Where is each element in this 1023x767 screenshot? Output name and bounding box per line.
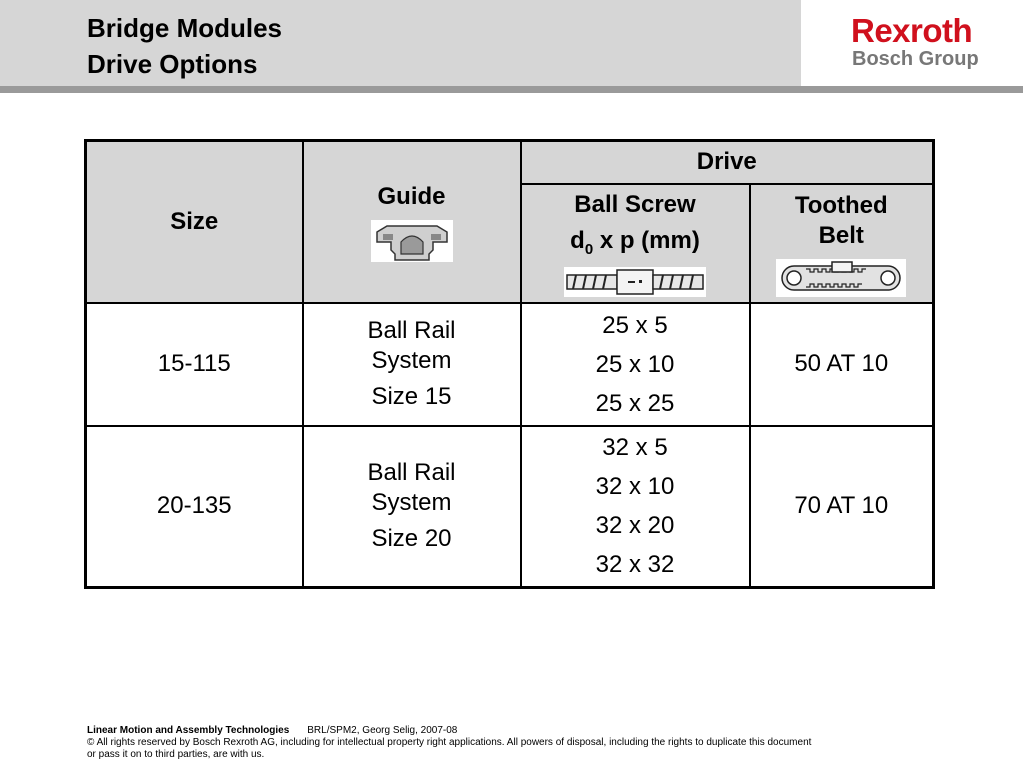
guide-line-1: Ball Rail (367, 317, 456, 345)
table-row (86, 426, 934, 588)
screw-value: 25 x 5 (602, 311, 668, 339)
header-guide (303, 141, 521, 304)
page-title (87, 10, 282, 82)
header-belt-line-1: Toothed (794, 191, 888, 219)
logo-group: Bosch Group (852, 48, 979, 70)
title-line-1: Bridge Modules (87, 13, 283, 43)
header-drive (521, 141, 934, 184)
guide-line-1: Ball Rail (367, 459, 456, 487)
footer-copyright-2: or pass it on to third parties, are with us. (87, 749, 265, 760)
screw-value: 25 x 10 (595, 350, 675, 378)
drive-options-table (84, 139, 935, 589)
title-line-2: Drive Options (87, 49, 258, 79)
guide-line-3: Size 20 (371, 525, 452, 553)
header-toothed-belt (750, 184, 934, 303)
screw-value: 32 x 20 (595, 512, 675, 540)
brand-logo (801, 0, 1023, 86)
screw-value: 25 x 25 (595, 389, 675, 417)
screw-value: 32 x 10 (595, 473, 675, 501)
header-ball-screw (521, 184, 750, 303)
logo-name: Rexroth (851, 12, 973, 49)
header-guide-label: Guide (377, 183, 446, 211)
screw-value: 32 x 5 (602, 434, 668, 462)
header-rule (0, 86, 1023, 93)
ball-rail-profile-icon (371, 220, 453, 262)
cell-size: 20-135 (86, 426, 303, 588)
guide-line-2: System (371, 489, 452, 517)
footer-dept: Linear Motion and Assembly Technologies (87, 725, 290, 736)
guide-line-3: Size 15 (371, 383, 452, 411)
cell-guide (303, 303, 521, 425)
header-size (86, 141, 303, 304)
cell-size: 15-115 (86, 303, 303, 425)
cell-belt: 70 AT 10 (750, 426, 934, 588)
header-ball-screw-label: Ball Screw (574, 190, 696, 218)
dims-rest: x p (mm) (593, 226, 700, 254)
footer-copyright-1: © All rights reserved by Bosch Rexroth AG, including for intellectual property right applications. All powers of disposal, including the rights to duplicate this document (87, 737, 812, 748)
screw-value: 32 x 32 (595, 551, 675, 579)
footer (87, 725, 947, 761)
cell-belt: 50 AT 10 (750, 303, 934, 425)
cell-guide (303, 426, 521, 588)
dims-subscript: 0 (584, 240, 594, 258)
toothed-belt-icon (776, 259, 906, 297)
header-ball-screw-dims (522, 226, 749, 260)
guide-line-2: System (371, 347, 452, 375)
table-row (86, 303, 934, 425)
cell-ball-screw (521, 303, 750, 425)
header-drive-label: Drive (696, 148, 757, 176)
footer-ref: BRL/SPM2, Georg Selig, 2007-08 (307, 725, 458, 736)
dims-d: d (570, 226, 585, 254)
footer-line-1 (87, 725, 947, 737)
cell-ball-screw (521, 426, 750, 588)
header-size-label: Size (170, 208, 219, 236)
header-belt-line-2: Belt (818, 221, 864, 249)
ball-screw-icon (564, 267, 706, 297)
